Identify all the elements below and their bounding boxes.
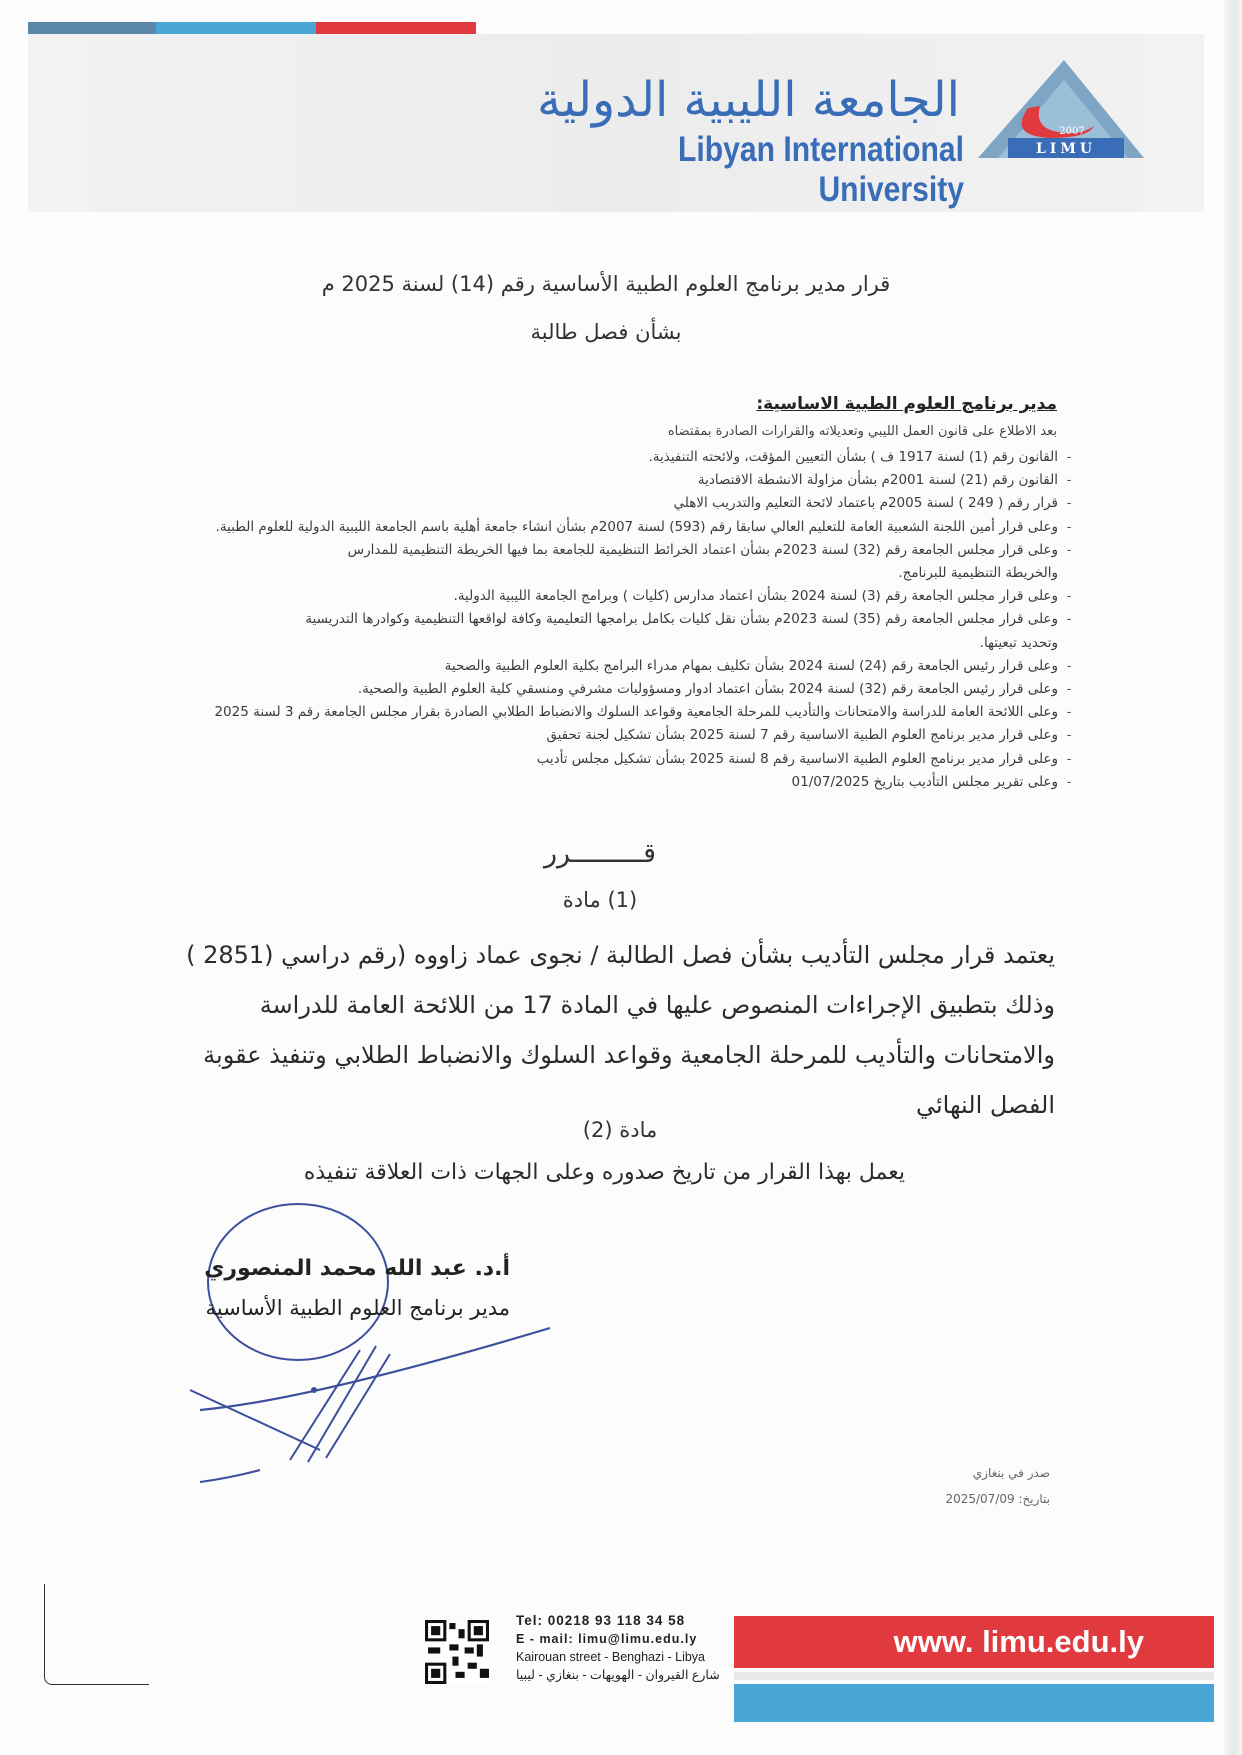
limu-logo <box>968 46 1154 166</box>
issue-info <box>860 1460 1050 1512</box>
university-name-english: Libyan International University <box>678 130 964 209</box>
reference-item: -وعلى قرار رئيس الجامعة رقم (32) لسنة 2024 بشأن اعتماد ادوار ومسؤوليات مشرفي ومنسقي كلية العلوم الطبية والصحية. <box>357 681 1072 698</box>
decision-heading: قـــــــــرر <box>543 838 657 869</box>
footer-gray-strip <box>734 1672 1214 1680</box>
footer-blue-band <box>734 1684 1214 1722</box>
reference-item: -القانون رقم (21) لسنة 2001م بشأن مزاولة الانشطة الاقتصادية <box>697 472 1072 489</box>
reference-item: -وعلى اللائحة العامة للدراسة والامتحانات والتأديب للمرحلة الجامعية وقواعد السلوك والانضباط الطلابي الصادرة بقرار مجلس الجامعة رقم 3 لسنة 2025 <box>214 704 1072 721</box>
reference-item: -وعلى قرار مدير برنامج العلوم الطبية الاساسية رقم 7 لسنة 2025 بشأن تشكيل لجنة تحقيق <box>546 727 1072 744</box>
qr-code-icon <box>425 1620 489 1684</box>
signatory-name: أ.د. عبد الله محمد المنصوري <box>204 1256 510 1281</box>
reference-item-continued: والخريطة التنظيمية للبرنامج. <box>898 565 1058 582</box>
preamble-text: بعد الاطلاع على قانون العمل الليبي وتعديلاته والقرارات الصادرة بمقتضاه <box>667 424 1057 439</box>
footer-address-en: Kairouan street - Benghazi - Libya <box>516 1650 705 1664</box>
university-name-arabic: الجامعة الليبية الدولية <box>537 72 960 128</box>
scan-edge-shadow <box>1224 0 1242 1755</box>
article-2-body: يعمل بهذا القرار من تاريخ صدوره وعلى الجهات ذات العلاقة تنفيذه <box>303 1160 905 1185</box>
scan-corner-mark <box>44 1584 149 1685</box>
article-2-heading: مادة (2) <box>582 1118 658 1142</box>
issued-place: صدر في بنغازي <box>972 1466 1050 1480</box>
article-1-body: يعتمد قرار مجلس التأديب بشأن فصل الطالبة / نجوى عماد زاووه (رقم دراسي (2851 ) وذلك بتطبيق الإجراءات المنصوص عليها في المادة 17 من اللائحة العامة للدراسة والامتحانات والتأديب للمرحلة الجامعية وقواعد السلوك والانضباط الطلابي وتنفيذ عقوبة الفصل النهائي <box>186 941 1055 1119</box>
references-list <box>60 446 1080 794</box>
logo-text: LIMU <box>1035 141 1097 157</box>
reference-item: -وعلى تقرير مجلس التأديب بتاريخ 01/07/2025 <box>791 773 1072 790</box>
reference-item: -القانون رقم (1) لسنة 1917 ف ) بشأن التعيين المؤقت، ولائحته التنفيذية. <box>648 449 1072 465</box>
reference-item: -وعلى قرار مجلس الجامعة رقم (3) لسنة 2024 بشأن اعتماد مدارس (كليات ) وبرامج الجامعة الليبية الدولية. <box>453 588 1072 605</box>
logo-year: 2007 <box>1059 126 1085 137</box>
reference-item: -وعلى قرار مدير برنامج العلوم الطبية الاساسية رقم 8 لسنة 2025 بشأن تشكيل مجلس تأديب <box>536 750 1072 767</box>
footer-contact <box>516 1612 726 1684</box>
decision-title: قرار مدير برنامج العلوم الطبية الأساسية رقم (14) لسنة 2025 م <box>321 272 891 296</box>
reference-item: -وعلى قرار رئيس الجامعة رقم (24) لسنة 2024 بشأن تكليف بمهام مدراء البرامج بكلية العلوم الطبية والصحية <box>444 657 1072 674</box>
footer-email[interactable]: E - mail: limu@limu.edu.ly <box>516 1632 698 1646</box>
footer-address-ar: شارع القيروان - الهويهات - بنغازي - ليبيا <box>516 1668 720 1682</box>
signatory-title: مدير برنامج العلوم الطبية الأساسية <box>205 1296 510 1320</box>
issued-date: بتاريخ: 2025/07/09 <box>945 1492 1050 1506</box>
reference-item: -وعلى قرار أمين اللجنة الشعبية العامة للتعليم العالي سابقا رقم (593) لسنة 2007م بشأن انشاء جامعة أهلية باسم الجامعة الليبية الدولية للعلوم الطبية. <box>215 518 1072 535</box>
decision-subtitle: بشأن فصل طالبة <box>530 320 682 344</box>
article-1-heading: (1) مادة <box>562 888 638 912</box>
reference-item-continued: وتحديد تبعيتها. <box>979 634 1058 651</box>
reference-item: -وعلى قرار مجلس الجامعة رقم (35) لسنة 2023م بشأن نقل كليات بكامل برامجها التعليمية وكافة لواقعها التنظيمية وكوادرها التدريسية <box>305 611 1072 628</box>
reference-item: -وعلى قرار مجلس الجامعة رقم (32) لسنة 2023م بشأن اعتماد الخرائط التنظيمية للجامعة بما فيها الخريطة التنظيمية للمدارس <box>347 541 1072 558</box>
footer-website-link[interactable]: www. limu.edu.ly <box>893 1624 1144 1659</box>
signature-and-stamp <box>170 1200 570 1500</box>
director-heading: مدير برنامج العلوم الطبية الاساسية: <box>756 394 1057 414</box>
reference-item: -قرار رقم ( 249 ) لسنة 2005م باعتماد لائحة التعليم والتدريب الاهلي <box>673 495 1072 512</box>
footer-tel: Tel: 00218 93 118 34 58 <box>516 1613 686 1628</box>
